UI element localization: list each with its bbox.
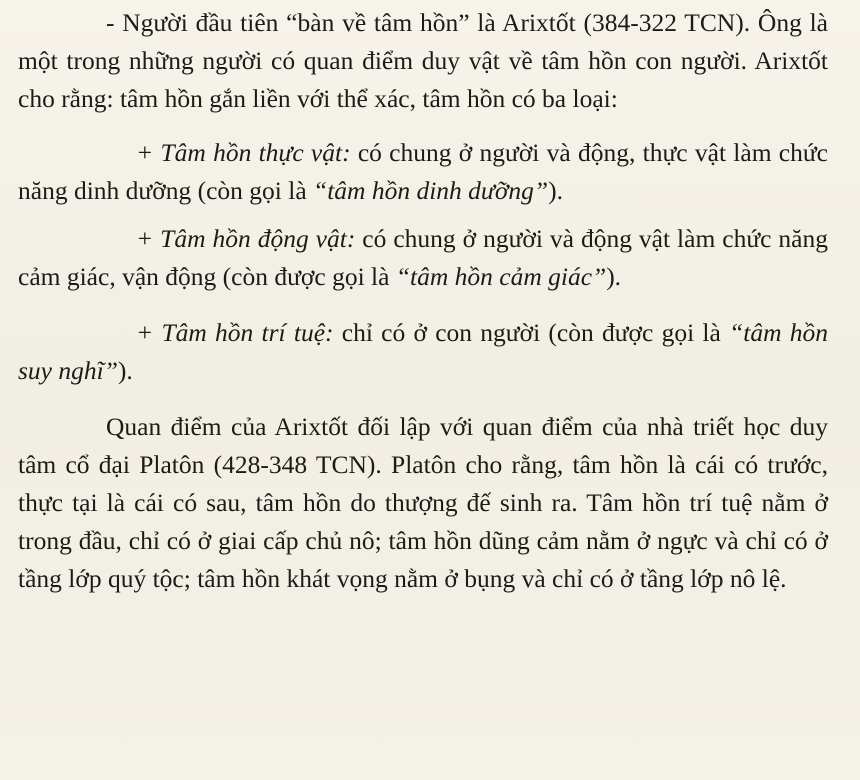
intellect-soul-text: chỉ có ở con người (còn được gọi là: [333, 318, 730, 347]
animal-soul-heading: + Tâm hồn động vật:: [136, 224, 356, 253]
paragraph-intellect-soul: [18, 314, 828, 390]
intellect-soul-term: “tâm hồn suy nghĩ”: [18, 318, 829, 385]
paragraph-intro: [18, 4, 828, 118]
plant-soul-text: có chung ở người và động, thực vật làm chức năng dinh dưỡng (còn gọi là: [18, 138, 828, 205]
animal-soul-text: có chung ở người và động vật làm chức năng cảm giác, vận động (còn được gọi là: [18, 224, 828, 291]
plant-soul-heading: + Tâm hồn thực vật:: [136, 138, 351, 167]
paragraph-animal-soul: [18, 220, 828, 296]
animal-soul-term: “tâm hồn cảm giác”: [395, 262, 607, 291]
intellect-soul-end: ).: [117, 356, 133, 385]
plato-text: Quan điểm của Arixtốt đối lập với quan điểm của nhà triết học duy tâm cổ đại Platôn (428-348 TCN). Platôn cho rằng, tâm hồn là cái có trước, thực tại là cái có sau, tâm hồn do thượng đế sinh ra. Tâm hồn trí tuệ nằm ở trong đầu, chỉ có ở giai cấp chủ nô; tâm hồn dũng cảm nằm ở ngực và chỉ có ở tầng lớp quý tộc; tâm hồn khát vọng nằm ở bụng và chỉ có ở tầng lớp nô lệ.: [18, 412, 828, 593]
paragraph-plant-soul: [18, 134, 828, 210]
plant-soul-term: “tâm hồn dinh dưỡng”: [313, 176, 549, 205]
plant-soul-end: ).: [548, 176, 563, 205]
intro-text: - Người đầu tiên “bàn về tâm hồn” là Arixtốt (384-322 TCN). Ông là một trong những người có quan điểm duy vật về tâm hồn con người. Arixtốt cho rằng: tâm hồn gắn liền với thể xác, tâm hồn có ba loại:: [18, 8, 828, 113]
intellect-soul-heading: + Tâm hồn trí tuệ:: [136, 318, 334, 347]
paragraph-plato: [18, 408, 828, 598]
animal-soul-end: ).: [606, 262, 622, 291]
